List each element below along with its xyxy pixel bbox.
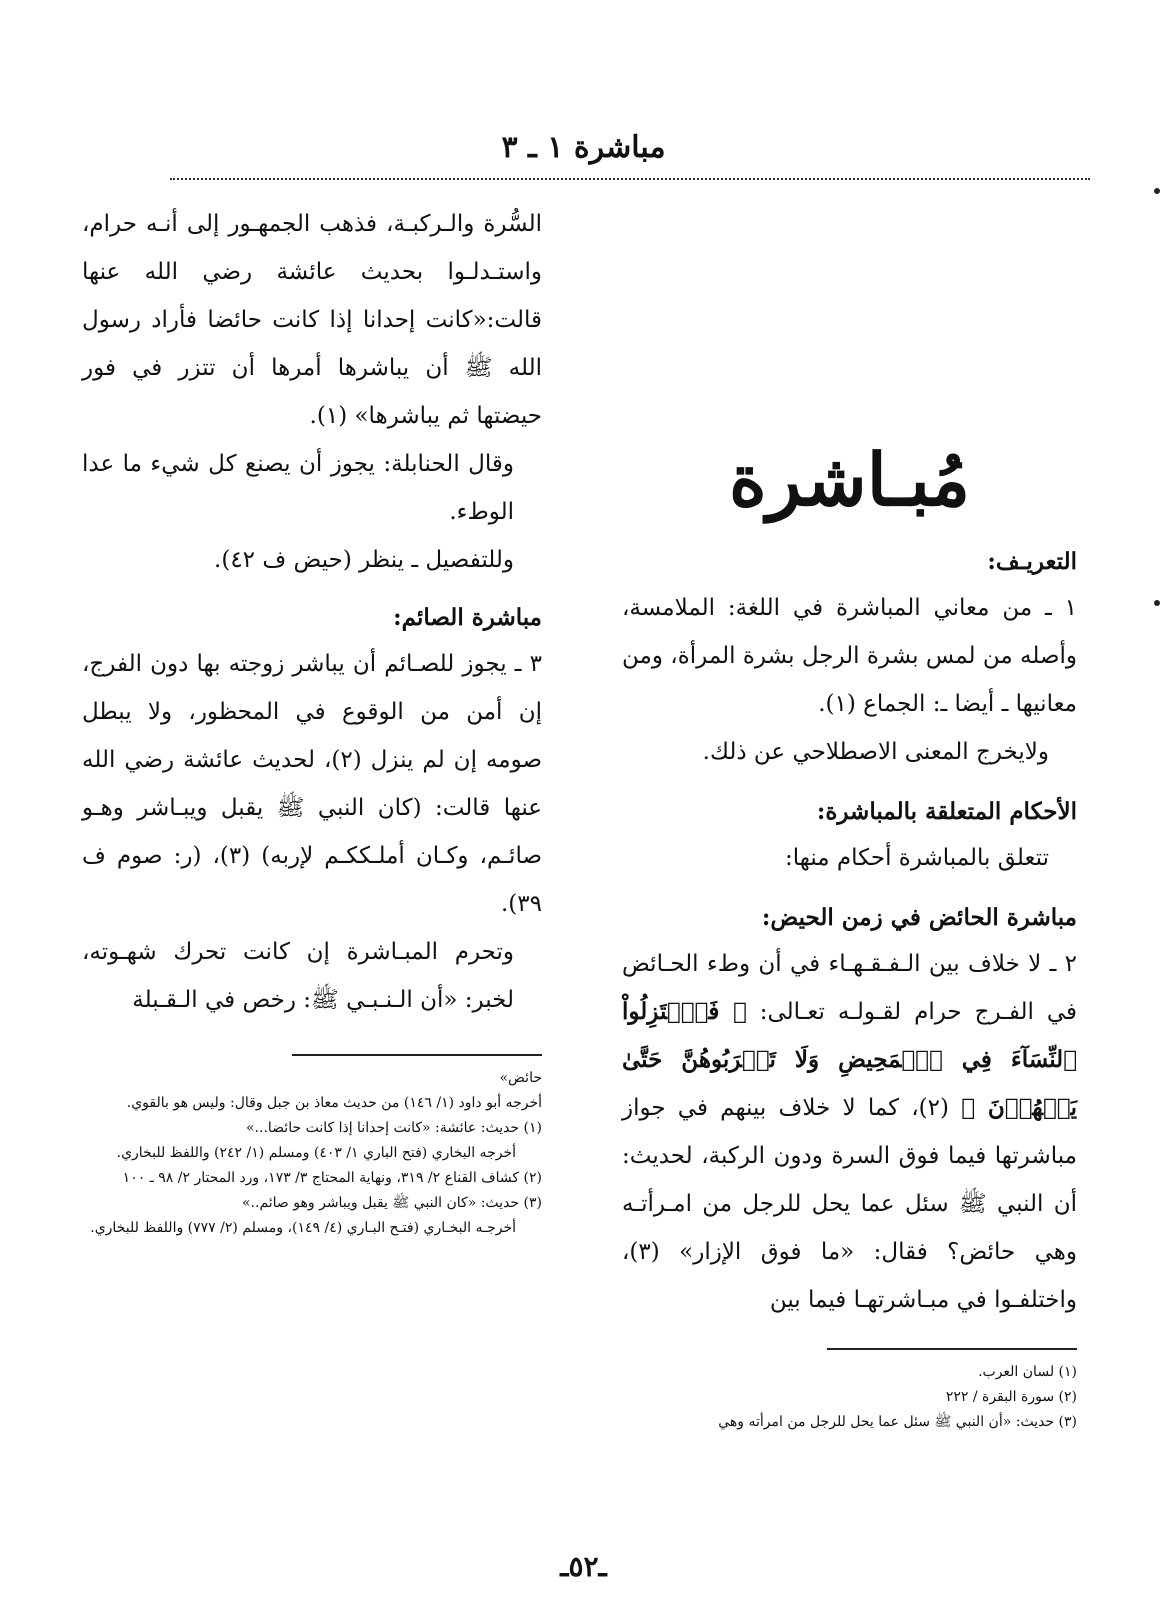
footnote: أخرجـه البخـاري (فتـح البـاري (٤/ ١٤٩)، ومسلم (٢/ ٧٧٧) واللفظ للبخاري. bbox=[90, 1220, 516, 1236]
fasting-heading: مباشرة الصائم: bbox=[393, 604, 542, 631]
footnote: حائض» bbox=[499, 1070, 542, 1086]
footnote: (٣) حديث: «أن النبي ﷺ سئل عما يحل للرجل من امرأته وهي bbox=[718, 1414, 1077, 1430]
footnote-rule-right bbox=[827, 1348, 1077, 1350]
fasting-paragraph-1: ٣ ـ يجوز للصـائم أن يباشر زوجته بها دون الفرج، إن أمن من الوقوع في المحظور، ولا يبطل صومه إن لم ينزل (٢)، لحديث عائشة رضي الله عنها قالت: (كان النبي ﷺ يقبل ويبـاشر وهـو صائـم، وكـان أملـككـم لإربه) (٣)، (ر: صوم ف ٣٩). bbox=[82, 651, 543, 917]
footnote: أخرجه أبو داود (١/ ١٤٦) من حديث معاذ بن جبل وقال: وليس هو بالقوي. bbox=[126, 1095, 542, 1111]
footnote: (٢) سورة البقرة / ٢٢٢ bbox=[945, 1389, 1077, 1405]
menstruating-paragraph bbox=[622, 940, 1077, 1324]
scan-edge-mark bbox=[1154, 600, 1160, 606]
rulings-heading: الأحكام المتعلقة بالمباشرة: bbox=[816, 798, 1077, 825]
footnote: (١) حديث: عائشة: «كانت إحدانا إذا كانت حائضا...» bbox=[245, 1120, 542, 1136]
left-paragraph-3: وللتفصيل ـ ينظر (حيض ف ٤٢). bbox=[214, 547, 514, 573]
footnote: (٢) كشاف القناع ٢/ ٣١٩، ونهاية المحتاج ٣/ ١٧٣، ورد المحتار ٢/ ٩٨ ـ ١٠٠ bbox=[122, 1170, 542, 1186]
definition-heading: التعريـف: bbox=[987, 548, 1077, 575]
fasting-paragraph-2: وتحرم المبـاشرة إن كانت تحرك شهـوته، لخبر: «أن الـنـبـي ﷺ: رخص في الـقـبلة bbox=[82, 939, 514, 1013]
right-column bbox=[622, 410, 1077, 1435]
left-paragraph-1: السُّرة والـركبـة، فذهب الجمهـور إلى أنـه حرام، واستـدلـوا بحديث عائشة رضي الله عنها قالت:«كانت إحدانا إذا كانت حائضا فأراد رسول الله ﷺ أن يباشرها أمرها أن تتزر في فور حيضتها ثم يباشرها» (١). bbox=[82, 211, 542, 429]
definition-paragraph-2: ولايخرج المعنى الاصطلاحي عن ذلك. bbox=[702, 739, 1049, 765]
definition-paragraph: ١ ـ من معاني المباشرة في اللغة: الملامسة، وأصله من لمس بشرة الرجل بشرة المرأة، ومن معانيها ـ أيضا ـ: الجماع (١). bbox=[622, 595, 1077, 717]
footnote-rule-left bbox=[292, 1054, 542, 1056]
header-dotted-rule bbox=[170, 178, 1090, 180]
footnote: أخرجه البخاري (فتح الباري ١/ ٤٠٣) ومسلم (١/ ٢٤٢) واللفظ للبخاري. bbox=[116, 1145, 516, 1161]
footnote: (١) لسان العرب. bbox=[978, 1364, 1077, 1380]
menstruating-text-start: ٢ ـ لا خلاف بين الـفـقـهـاء في أن وطء الحـائض في الفـرج حرام لقـولـه تعـالى: bbox=[622, 951, 1078, 1025]
running-header: مباشرة ١ ـ ٣ bbox=[501, 130, 666, 165]
entry-title: مُبـاشرة bbox=[728, 437, 971, 522]
page-number: ـ٥٢ـ bbox=[560, 1550, 607, 1583]
menstruating-heading: مباشرة الحائض في زمن الحيض: bbox=[761, 904, 1077, 931]
scan-edge-mark bbox=[1154, 188, 1160, 194]
rulings-paragraph: تتعلق بالمباشرة أحكام منها: bbox=[784, 845, 1049, 871]
footnote: (٣) حديث: «كان النبي ﷺ يقبل ويباشر وهو صائم..» bbox=[241, 1195, 542, 1211]
menstruating-text-end: (٢)، كما لا خلاف بينهم في جواز مباشرتها فيما فوق السرة ودون الركبة، لحديث: أن النبي ﷺ سئل عما يحل للرجل من امـرأتـه وهي حائض؟ فقال: «ما فوق الإزار» (٣)، واختلفـوا في مبـاشرتهـا فيما بين bbox=[622, 1095, 1077, 1313]
quran-verse: ﴿ فَٱعۡتَزِلُواْ ٱلنِّسَآءَ فِي ٱلۡمَحِيضِ وَلَا تَقۡرَبُوهُنَّ حَتَّىٰ يَطۡهُرۡنَ ﴾ bbox=[622, 998, 1077, 1121]
left-column bbox=[82, 200, 542, 1241]
left-paragraph-2: وقال الحنابلة: يجوز أن يصنع كل شيء ما عدا الوطء. bbox=[82, 451, 514, 525]
